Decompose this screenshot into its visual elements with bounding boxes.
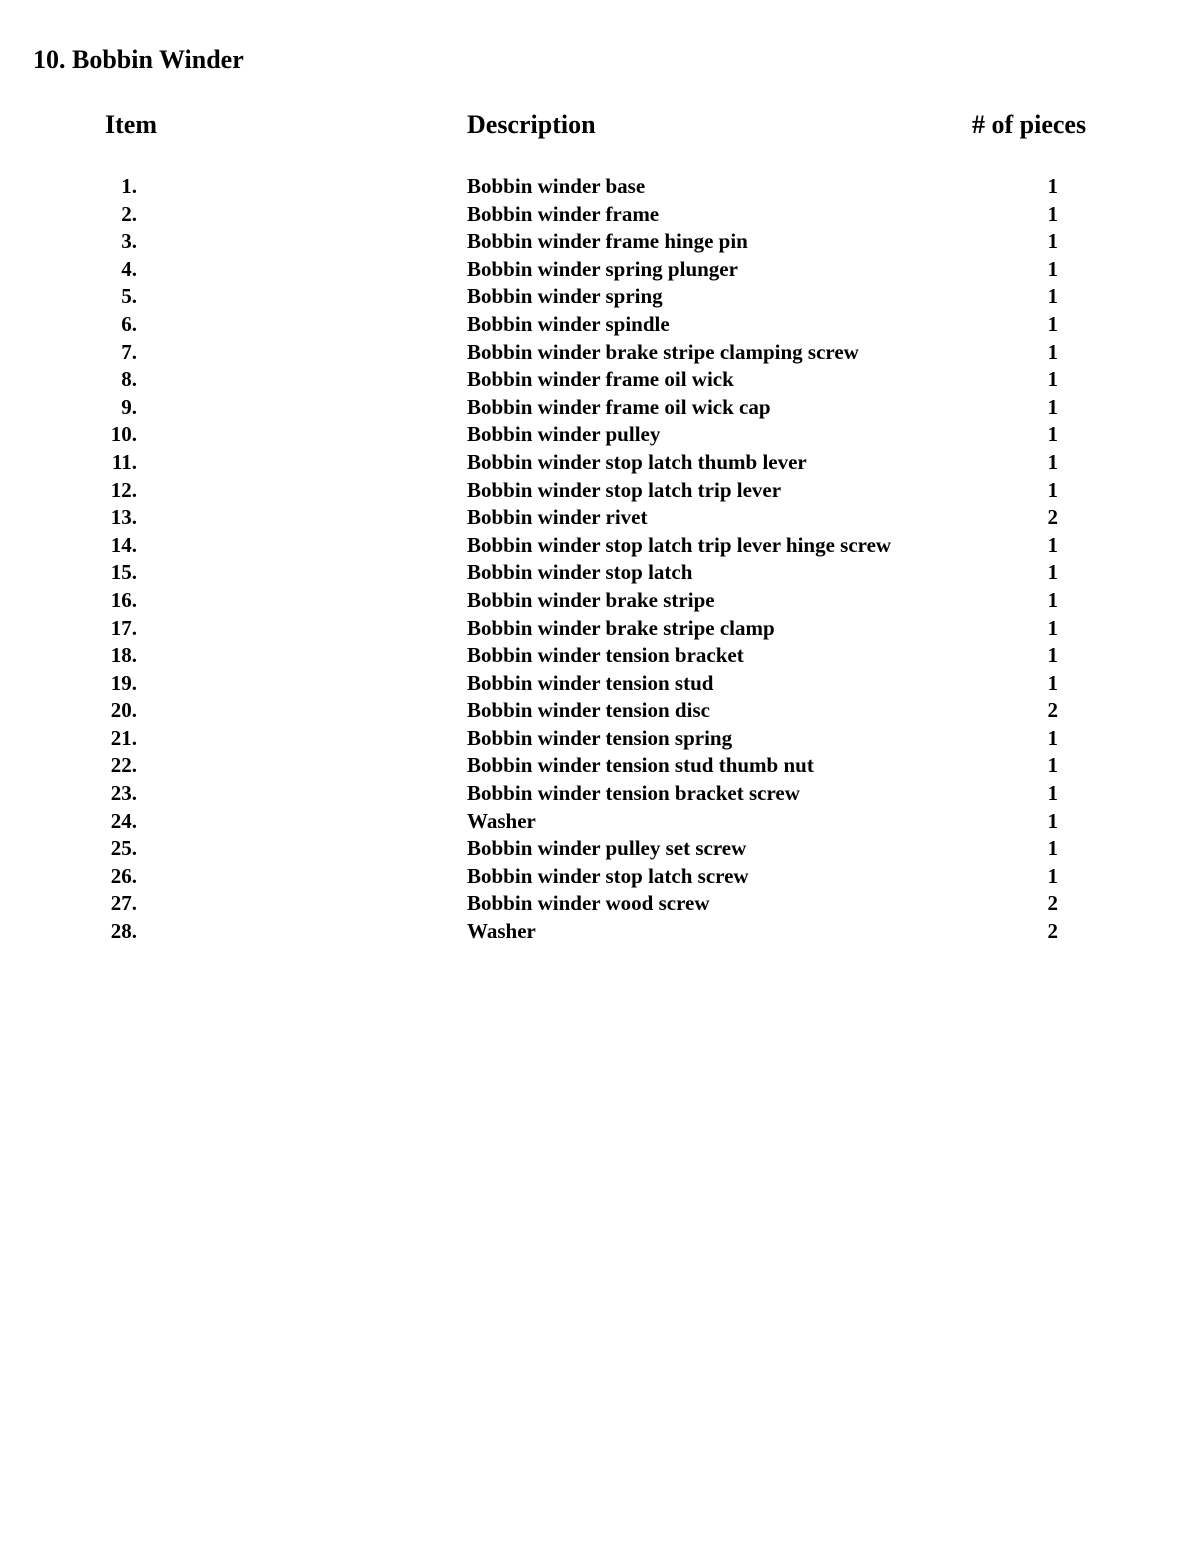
item-pieces: 1 xyxy=(1047,808,1058,833)
item-description: Washer xyxy=(467,919,536,944)
item-description: Bobbin winder frame xyxy=(467,201,660,226)
item-number: 15. xyxy=(110,560,137,585)
table-row xyxy=(0,559,1200,587)
item-number: 6. xyxy=(121,311,137,336)
item-number: 28. xyxy=(110,919,137,944)
column-header-description: Description xyxy=(467,110,596,139)
table-row xyxy=(0,449,1200,477)
item-pieces: 2 xyxy=(1047,919,1058,944)
item-description: Bobbin winder tension bracket xyxy=(467,643,744,668)
item-description: Bobbin winder stop latch trip lever xyxy=(467,477,782,502)
table-row xyxy=(0,421,1200,449)
item-description: Bobbin winder stop latch trip lever hinge screw xyxy=(467,532,892,557)
item-description: Bobbin winder spindle xyxy=(467,311,670,336)
item-number: 26. xyxy=(110,863,137,888)
item-pieces: 1 xyxy=(1047,532,1058,557)
item-number: 12. xyxy=(110,477,137,502)
table-row xyxy=(0,587,1200,615)
item-description: Bobbin winder frame oil wick xyxy=(467,367,734,392)
table-row xyxy=(0,752,1200,780)
item-number: 13. xyxy=(110,505,137,530)
item-number: 21. xyxy=(110,725,137,750)
item-pieces: 1 xyxy=(1047,449,1058,474)
item-number: 25. xyxy=(110,836,137,861)
item-pieces: 1 xyxy=(1047,477,1058,502)
table-row xyxy=(0,890,1200,918)
item-number: 23. xyxy=(110,781,137,806)
table-row xyxy=(0,780,1200,808)
item-pieces: 1 xyxy=(1047,560,1058,585)
column-header-item: Item xyxy=(105,110,157,139)
item-number: 2. xyxy=(121,201,137,226)
item-number: 22. xyxy=(110,753,137,778)
item-number: 20. xyxy=(110,698,137,723)
table-row xyxy=(0,918,1200,946)
item-pieces: 1 xyxy=(1047,339,1058,364)
item-description: Bobbin winder wood screw xyxy=(467,891,710,916)
item-pieces: 2 xyxy=(1047,698,1058,723)
table-row xyxy=(0,670,1200,698)
item-number: 8. xyxy=(121,367,137,392)
item-description: Bobbin winder tension disc xyxy=(467,698,710,723)
item-number: 3. xyxy=(121,229,137,254)
table-row xyxy=(0,863,1200,891)
item-pieces: 1 xyxy=(1047,863,1058,888)
item-pieces: 1 xyxy=(1047,643,1058,668)
item-number: 11. xyxy=(111,449,137,474)
parts-list xyxy=(0,173,1200,946)
item-pieces: 1 xyxy=(1047,174,1058,198)
item-number: 5. xyxy=(121,284,137,309)
table-row xyxy=(0,256,1200,284)
page-title: 10. Bobbin Winder xyxy=(33,45,244,74)
item-number: 4. xyxy=(121,256,137,281)
item-pieces: 2 xyxy=(1047,505,1058,530)
item-description: Bobbin winder pulley xyxy=(467,422,661,447)
item-pieces: 1 xyxy=(1047,284,1058,309)
item-number: 9. xyxy=(121,394,137,419)
table-row xyxy=(0,835,1200,863)
item-pieces: 1 xyxy=(1047,725,1058,750)
item-pieces: 1 xyxy=(1047,394,1058,419)
item-number: 7. xyxy=(121,339,137,364)
item-pieces: 1 xyxy=(1047,201,1058,226)
table-row xyxy=(0,394,1200,422)
table-row xyxy=(0,339,1200,367)
item-description: Bobbin winder tension stud xyxy=(467,670,714,695)
item-number: 24. xyxy=(110,808,137,833)
table-row xyxy=(0,201,1200,229)
table-row xyxy=(0,366,1200,394)
table-row xyxy=(0,173,1200,201)
item-description: Bobbin winder tension spring xyxy=(467,725,733,750)
item-description: Bobbin winder pulley set screw xyxy=(467,836,747,861)
item-pieces: 1 xyxy=(1047,422,1058,447)
item-pieces: 1 xyxy=(1047,836,1058,861)
item-number: 19. xyxy=(110,670,137,695)
item-pieces: 2 xyxy=(1047,891,1058,916)
item-description: Bobbin winder brake stripe xyxy=(467,587,715,612)
item-pieces: 1 xyxy=(1047,229,1058,254)
item-pieces: 1 xyxy=(1047,587,1058,612)
item-number: 18. xyxy=(110,643,137,668)
item-description: Bobbin winder tension bracket screw xyxy=(467,781,800,806)
table-row xyxy=(0,283,1200,311)
item-description: Bobbin winder brake stripe clamp xyxy=(467,615,775,640)
item-pieces: 1 xyxy=(1047,753,1058,778)
item-description: Bobbin winder stop latch screw xyxy=(467,863,749,888)
item-description: Bobbin winder frame oil wick cap xyxy=(467,394,771,419)
table-row xyxy=(0,477,1200,505)
column-header-pieces: # of pieces xyxy=(972,110,1087,139)
item-description: Bobbin winder rivet xyxy=(467,505,648,530)
table-row xyxy=(0,228,1200,256)
table-row xyxy=(0,311,1200,339)
item-number: 14. xyxy=(110,532,137,557)
item-description: Bobbin winder stop latch xyxy=(467,560,693,585)
item-pieces: 1 xyxy=(1047,311,1058,336)
item-pieces: 1 xyxy=(1047,367,1058,392)
item-description: Washer xyxy=(467,808,536,833)
item-description: Bobbin winder spring plunger xyxy=(467,256,738,281)
item-description: Bobbin winder spring xyxy=(467,284,663,309)
item-number: 27. xyxy=(110,891,137,916)
item-pieces: 1 xyxy=(1047,256,1058,281)
item-pieces: 1 xyxy=(1047,615,1058,640)
item-description: Bobbin winder brake stripe clamping screw xyxy=(467,339,859,364)
table-row xyxy=(0,808,1200,836)
item-description: Bobbin winder stop latch thumb lever xyxy=(467,449,807,474)
item-pieces: 1 xyxy=(1047,781,1058,806)
item-number: 1. xyxy=(121,174,137,198)
item-number: 10. xyxy=(110,422,137,447)
table-row xyxy=(0,615,1200,643)
table-row xyxy=(0,725,1200,753)
table-row xyxy=(0,697,1200,725)
item-description: Bobbin winder tension stud thumb nut xyxy=(467,753,814,778)
table-row xyxy=(0,532,1200,560)
item-description: Bobbin winder base xyxy=(467,174,646,198)
table-row xyxy=(0,642,1200,670)
item-pieces: 1 xyxy=(1047,670,1058,695)
table-row xyxy=(0,504,1200,532)
item-number: 16. xyxy=(110,587,137,612)
item-number: 17. xyxy=(110,615,137,640)
item-description: Bobbin winder frame hinge pin xyxy=(467,229,748,254)
